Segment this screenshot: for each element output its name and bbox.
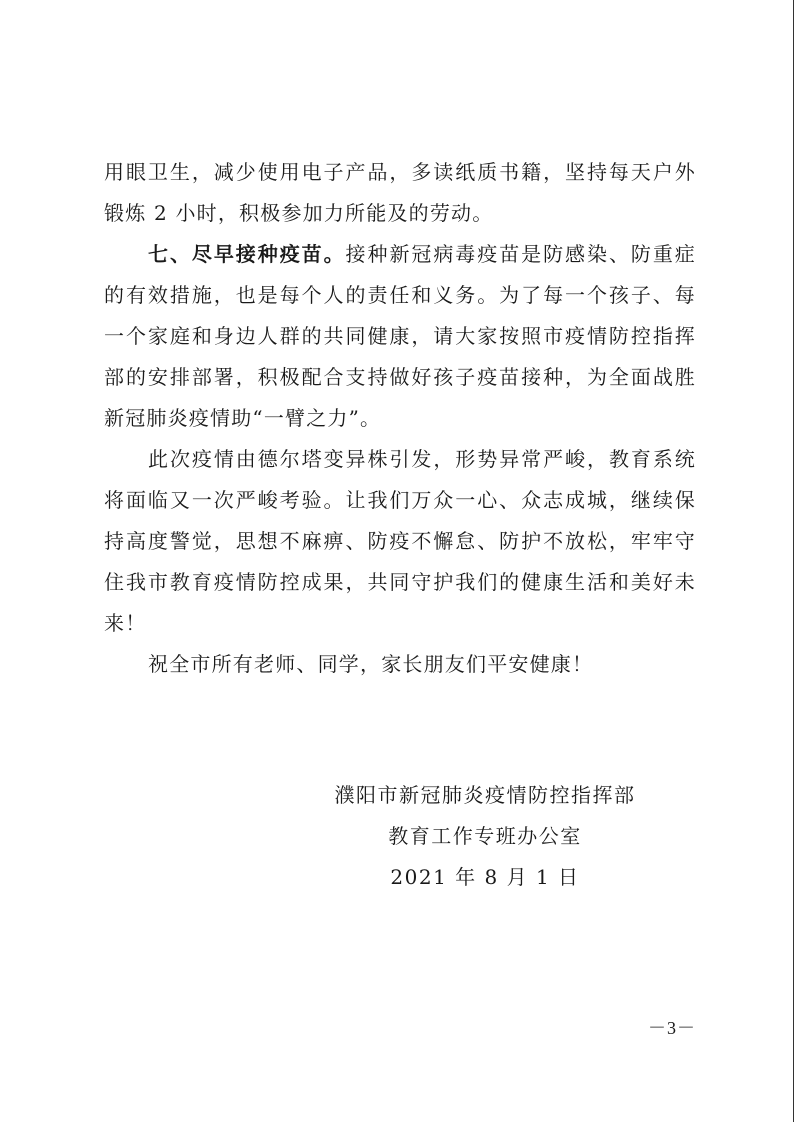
document-body: [104, 152, 696, 685]
section-heading-vaccination: 七、尽早接种疫苗。: [148, 242, 346, 266]
paragraph-situation: 此次疫情由德尔塔变异株引发，形势异常严峻，教育系统将面临又一次严峻考验。让我们万众一心、众志成城，继续保持高度警觉，思想不麻痹、防疫不懈怠、防护不放松，牢牢守住我市教育疫情防控成果，共同守护我们的健康生活和美好未来！: [104, 447, 696, 635]
paragraph-wishes: 祝全市所有老师、同学，家长朋友们平安健康！: [148, 652, 594, 676]
issuer-name: 濮阳市新冠肺炎疫情防控指挥部: [334, 783, 636, 807]
issuer-office: 教育工作专班办公室: [388, 824, 582, 848]
issue-date: 2021 年 8 月 1 日: [390, 865, 580, 889]
paragraph-eye-care: 用眼卫生，减少使用电子产品，多读纸质书籍，坚持每天户外锻炼 2 小时，积极参加力所能及的劳动。: [104, 160, 696, 225]
signature-block: [300, 775, 670, 898]
page-edge-rule: [793, 0, 794, 1122]
paragraph-vaccination-text: 接种新冠病毒疫苗是防感染、防重症的有效措施，也是每个人的责任和义务。为了每一个孩子、每一个家庭和身边人群的共同健康，请大家按照市疫情防控指挥部的安排部署，积极配合支持做好孩子疫苗接种，为全面战胜新冠肺炎疫情助“一臂之力”。: [104, 242, 696, 430]
page-number: －3－: [648, 1018, 696, 1038]
paragraph-vaccination: [104, 234, 696, 439]
